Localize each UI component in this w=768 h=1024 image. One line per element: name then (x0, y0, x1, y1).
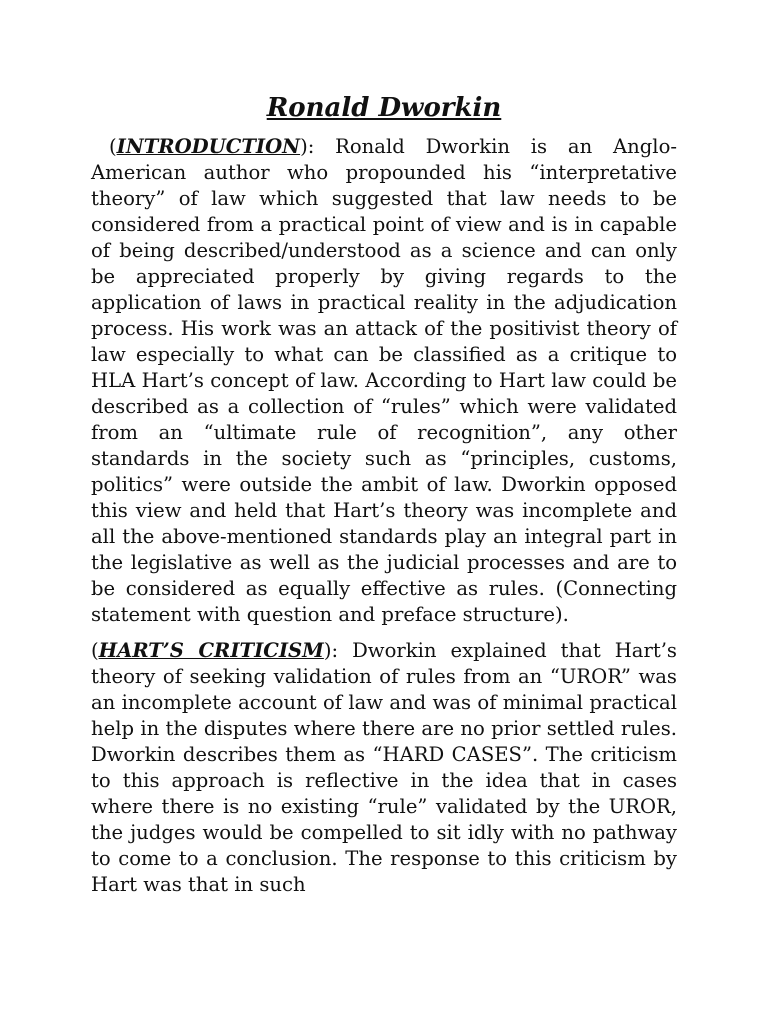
introduction-heading: INTRODUCTION (116, 135, 301, 158)
introduction-paragraph (91, 134, 677, 628)
harts-criticism-open-paren: ( (91, 639, 99, 662)
document-title: Ronald Dworkin (266, 93, 502, 123)
introduction-close-paren: ): (300, 135, 315, 158)
document-page (91, 92, 677, 908)
harts-criticism-body: Dworkin explained that Hart’s theory of seeking validation of rules from an “UROR” was an incomplete account of law and was of minimal practical help in the disputes where there are no prior settled rules. Dworkin describes them as “HARD CASES”. The criticism to this approach is reflective in the idea that in cases where there is no existing “rule” validated by the UROR, the judges would be compelled to sit idly with no pathway to come to a conclusion. The response to this criticism by Hart was that in such (91, 639, 677, 896)
introduction-open-paren: ( (109, 135, 117, 158)
harts-criticism-paragraph (91, 638, 677, 898)
introduction-body: Ronald Dworkin is an Anglo-American author who propounded his “interpretative theory” of law which suggested that law needs to be considered from a practical point of view and is in capable of being described/understood as a science and can only be appreciated properly by giving regards to the application of laws in practical reality in the adjudication process. His work was an attack of the positivist theory of law especially to what can be classified as a critique to HLA Hart’s concept of law. According to Hart law could be described as a collection of “rules” which were validated from an “ultimate rule of recognition”, any other standards in the society such as “principles, customs, politics” were outside the ambit of law. Dworkin opposed this view and held that Hart’s theory was incomplete and all the above-mentioned standards play an integral part in the legislative as well as the judicial processes and are to be considered as equally effective as rules. (Connecting statement with question and preface structure). (91, 135, 677, 626)
harts-criticism-heading: HART’S CRITICISM (98, 639, 324, 662)
harts-criticism-close-paren: ): (323, 639, 339, 662)
